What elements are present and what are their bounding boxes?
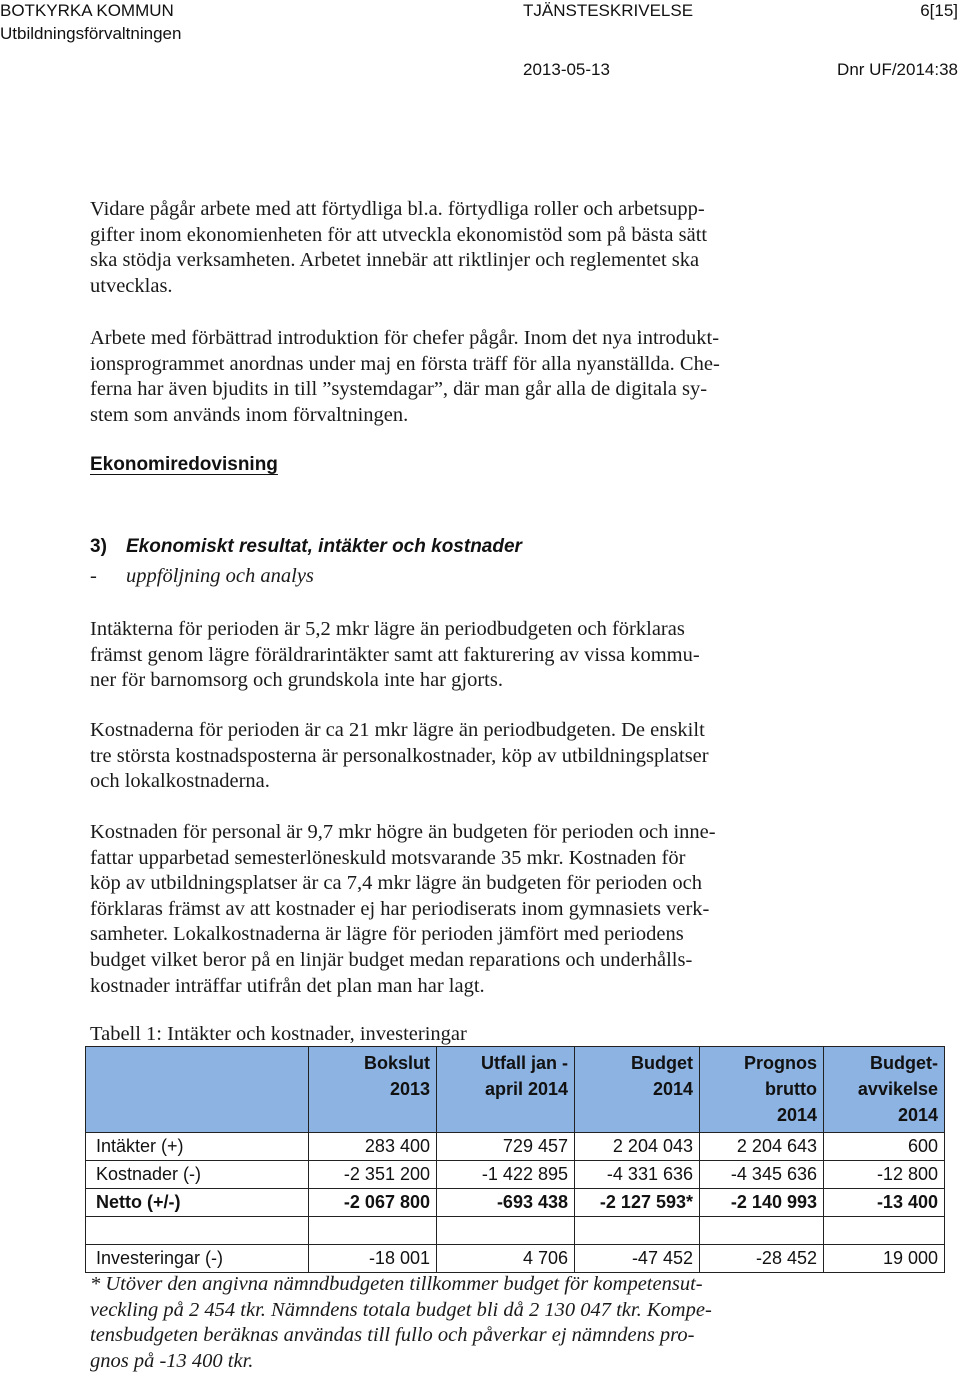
paragraph-line: utvecklas. bbox=[90, 274, 173, 297]
table-cell: -2 127 593* bbox=[575, 1189, 700, 1217]
row-label: Investeringar (-) bbox=[86, 1245, 309, 1273]
table-header-row bbox=[86, 1047, 945, 1133]
header-cell-text: brutto bbox=[765, 1079, 817, 1099]
header-cell-text: 2014 bbox=[652, 1079, 693, 1099]
table-cell: 2 204 043 bbox=[575, 1133, 700, 1161]
header-cell-bokslut bbox=[309, 1047, 437, 1133]
paragraph-line: Vidare pågår arbete med att förtydliga bl.a. förtydliga roller och arbetsupp- bbox=[90, 198, 705, 220]
table-cell: -28 452 bbox=[700, 1245, 824, 1273]
footnote-line: veckling på 2 454 tkr. Nämndens totala budget bli då 2 130 047 tkr. Kompe- bbox=[90, 1298, 712, 1321]
paragraph-line: stem som används inom förvaltningen. bbox=[90, 403, 409, 426]
paragraph-line: fattar upparbetad semesterlöneskuld motsvarande 35 mkr. Kostnaden för bbox=[90, 846, 686, 869]
header-organization: BOTKYRKA KOMMUN bbox=[0, 1, 174, 20]
paragraph-line: ner för barnomsorg och grundskola inte har gjorts. bbox=[90, 669, 503, 692]
paragraph-line: Arbete med förbättrad introduktion för chefer pågår. Inom det nya introdukt- bbox=[90, 327, 720, 349]
header-cell-empty bbox=[86, 1047, 309, 1133]
table-cell bbox=[824, 1217, 945, 1245]
header-cell-text: april 2014 bbox=[484, 1079, 568, 1099]
table-cell: -13 400 bbox=[824, 1189, 945, 1217]
table-cell: 729 457 bbox=[437, 1133, 575, 1161]
header-department: Utbildningsförvaltningen bbox=[0, 24, 182, 43]
row-label bbox=[86, 1217, 309, 1245]
footnote-line: tensbudgeten beräknas användas till fullo och påverkar ej nämndens pro- bbox=[90, 1324, 695, 1347]
table-cell: -2 067 800 bbox=[309, 1189, 437, 1217]
paragraph-line: ska stödja verksamheten. Arbetet innebär att riktlinjer och reglementet ska bbox=[90, 249, 700, 272]
header-cell-text: Bokslut bbox=[363, 1053, 430, 1073]
paragraph-costs bbox=[90, 718, 870, 795]
paragraph-line: kostnader inträffar utifrån det plan man har lagt. bbox=[90, 974, 485, 997]
table-cell bbox=[700, 1217, 824, 1245]
paragraph-organization bbox=[90, 197, 870, 299]
paragraph-line: Kostnaden för personal är 9,7 mkr högre än budgeten för perioden och inne- bbox=[90, 821, 716, 843]
table-cell: 4 706 bbox=[437, 1245, 575, 1273]
header-cell-utfall bbox=[437, 1047, 575, 1133]
table-row-kostnader bbox=[86, 1161, 945, 1189]
paragraph-line: främst genom lägre föräldrarintäkter samt att fakturering av vissa kommu- bbox=[90, 643, 700, 666]
paragraph-introduction bbox=[90, 326, 870, 428]
table-cell: 2 204 643 bbox=[700, 1133, 824, 1161]
table-cell: -12 800 bbox=[824, 1161, 945, 1189]
table-cell: -693 438 bbox=[437, 1189, 575, 1217]
row-label: Kostnader (-) bbox=[86, 1161, 309, 1189]
table-cell: -2 351 200 bbox=[309, 1161, 437, 1189]
table-cell: -47 452 bbox=[575, 1245, 700, 1273]
table-caption: Tabell 1: Intäkter och kostnader, investeringar bbox=[90, 1023, 467, 1045]
table-row-netto bbox=[86, 1189, 945, 1217]
financial-table bbox=[85, 1046, 945, 1273]
paragraph-personnel-costs bbox=[90, 820, 870, 999]
paragraph-line: förklaras främst av att kostnader ej har periodiserats inom gymnasiets verk- bbox=[90, 897, 710, 920]
paragraph-line: Kostnaderna för perioden är ca 21 mkr lägre än periodbudgeten. De enskilt bbox=[90, 719, 705, 741]
table-row-intakter bbox=[86, 1133, 945, 1161]
header-cell-text: Budget- bbox=[870, 1053, 938, 1073]
header-page-number: 6[15] bbox=[920, 1, 958, 20]
paragraph-line: köp av utbildningsplatser är ca 7,4 mkr lägre än budgeten för perioden och bbox=[90, 872, 702, 895]
table-row-investeringar bbox=[86, 1245, 945, 1273]
subsection-subtitle bbox=[90, 565, 314, 588]
table-cell: 600 bbox=[824, 1133, 945, 1161]
table-cell: -4 345 636 bbox=[700, 1161, 824, 1189]
footnote-line: gnos på -13 400 tkr. bbox=[90, 1349, 254, 1372]
subtitle-dash: - bbox=[90, 565, 97, 587]
header-cell-text: Budget bbox=[631, 1053, 693, 1073]
paragraph-line: tre största kostnadsposterna är personalkostnader, köp av utbildningsplatser bbox=[90, 744, 709, 767]
paragraph-line: Intäkterna för perioden är 5,2 mkr lägre än periodbudgeten och förklaras bbox=[90, 618, 685, 640]
paragraph-line: ferna har även bjudits in till ”systemdagar”, där man går alla de digitala sy- bbox=[90, 378, 708, 401]
header-cell-avvikelse bbox=[824, 1047, 945, 1133]
table-cell bbox=[437, 1217, 575, 1245]
subsection-title: Ekonomiskt resultat, intäkter och kostnader bbox=[126, 536, 522, 557]
header-cell-text: 2014 bbox=[776, 1105, 817, 1125]
header-cell-budget bbox=[575, 1047, 700, 1133]
table-cell: -4 331 636 bbox=[575, 1161, 700, 1189]
table-cell bbox=[309, 1217, 437, 1245]
header-cell-text: Utfall jan - bbox=[480, 1053, 568, 1073]
table-footnote bbox=[90, 1272, 870, 1373]
paragraph-line: gifter inom ekonomienheten för att utveckla ekonomistöd som på bästa sätt bbox=[90, 223, 708, 246]
row-label: Intäkter (+) bbox=[86, 1133, 309, 1161]
table-cell: -2 140 993 bbox=[700, 1189, 824, 1217]
header-diary-number: Dnr UF/2014:38 bbox=[837, 60, 958, 79]
footnote-line: * Utöver den angivna nämndbudgeten tillkommer budget för kompetensut- bbox=[90, 1273, 703, 1295]
header-date: 2013-05-13 bbox=[523, 60, 610, 79]
header-cell-text: Prognos bbox=[743, 1053, 817, 1073]
subtitle-text: uppföljning och analys bbox=[126, 565, 314, 587]
section-title: Ekonomiredovisning bbox=[90, 454, 278, 475]
paragraph-line: budget vilket beror på en linjär budget medan reparations och underhålls- bbox=[90, 948, 693, 971]
paragraph-revenue bbox=[90, 617, 870, 694]
header-cell-prognos bbox=[700, 1047, 824, 1133]
paragraph-line: samheter. Lokalkostnaderna är lägre för perioden jämfört med periodens bbox=[90, 923, 684, 946]
table-cell bbox=[575, 1217, 700, 1245]
header-document-type: TJÄNSTESKRIVELSE bbox=[523, 1, 694, 20]
table-cell: -18 001 bbox=[309, 1245, 437, 1273]
table-cell: 283 400 bbox=[309, 1133, 437, 1161]
table-cell: -1 422 895 bbox=[437, 1161, 575, 1189]
subsection-number: 3) bbox=[90, 536, 107, 557]
header-cell-text: 2014 bbox=[897, 1105, 938, 1125]
paragraph-line: ionsprogrammet anordnas under maj en första träff för alla nyanställda. Che- bbox=[90, 352, 720, 375]
table-cell: 19 000 bbox=[824, 1245, 945, 1273]
header-cell-text: avvikelse bbox=[857, 1079, 938, 1099]
header-cell-text: 2013 bbox=[389, 1079, 430, 1099]
table-row-empty bbox=[86, 1217, 945, 1245]
row-label: Netto (+/-) bbox=[86, 1189, 309, 1217]
subsection-heading bbox=[90, 536, 522, 558]
paragraph-line: och lokalkostnaderna. bbox=[90, 770, 270, 793]
